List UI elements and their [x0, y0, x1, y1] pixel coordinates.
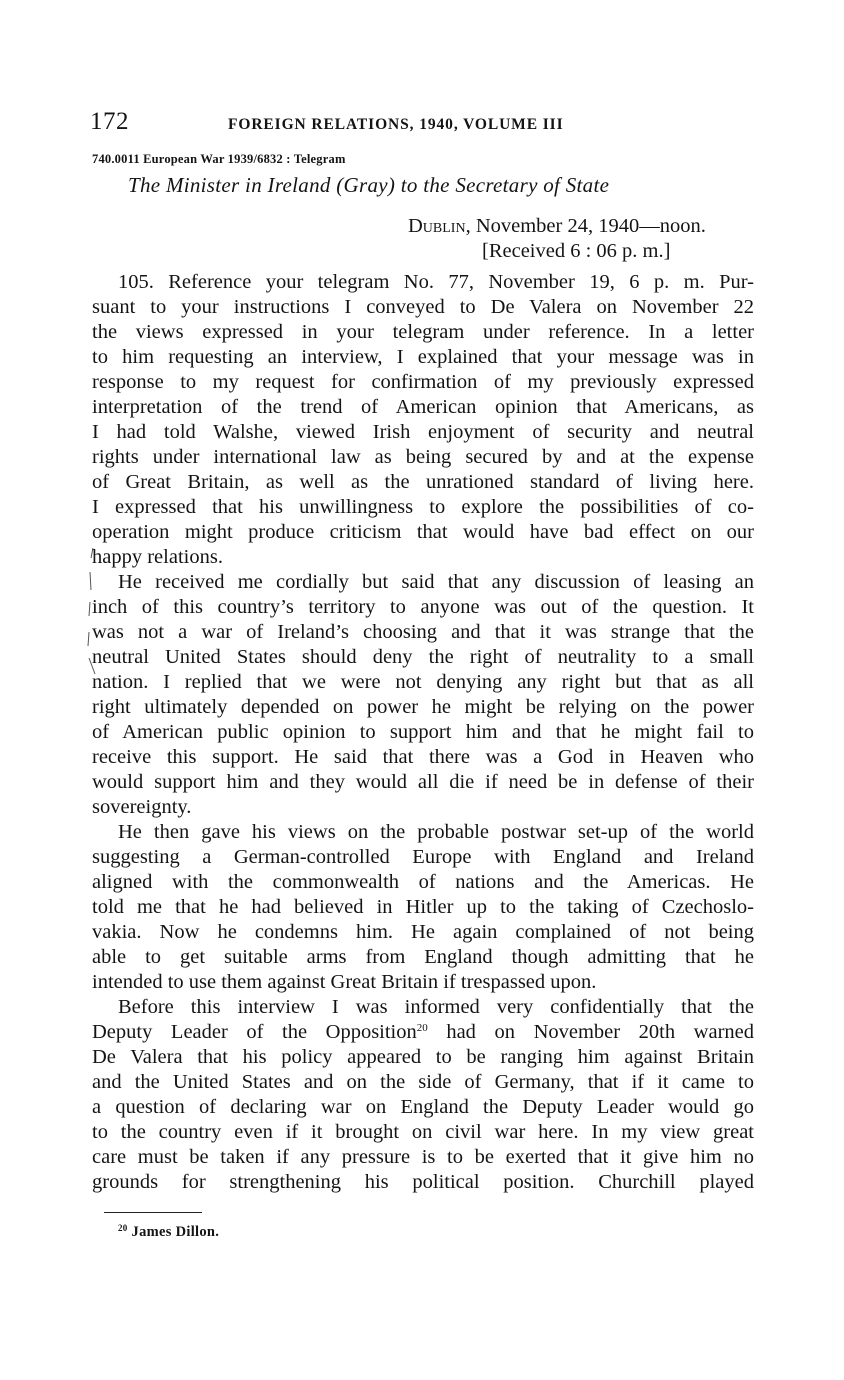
text-line: Before this interview I was informed very confidentially that the: [118, 996, 754, 1018]
text-line: I had told Walshe, viewed Irish enjoyment of security and neutral: [92, 421, 754, 443]
footnote-reference[interactable]: 20: [416, 1022, 428, 1034]
page-number: 172: [90, 108, 129, 135]
text-line: sovereignty.: [92, 796, 192, 818]
text-line: to him requesting an interview, I explained that your message was in: [92, 346, 754, 368]
paragraph-3: [92, 820, 754, 995]
text-line: would support him and they would all die if need be in defense of their: [92, 771, 754, 793]
text-line: De Valera that his policy appeared to be ranging him against Britain: [92, 1046, 754, 1068]
text-line: suant to your instructions I conveyed to De Valera on November 22: [92, 296, 754, 318]
text-line: of American public opinion to support him and that he might fail to: [92, 721, 754, 743]
text-line: and the United States and on the side of Germany, that if it came to: [92, 1071, 754, 1093]
running-head: FOREIGN RELATIONS, 1940, VOLUME III: [228, 116, 564, 133]
text-line: told me that he had believed in Hitler up to the taking of Czechoslo-: [92, 896, 754, 918]
text-line: able to get suitable arms from England though admitting that he: [92, 946, 754, 968]
dateline: [408, 215, 706, 238]
document-title: The Minister in Ireland (Gray) to the Secretary of State: [128, 173, 610, 197]
text-line: to the country even if it brought on civil war here. In my view great: [92, 1121, 754, 1143]
text-line: of Great Britain, as well as the unrationed standard of living here.: [92, 471, 754, 493]
text-line: vakia. Now he condemns him. He again complained of not being: [92, 921, 754, 943]
text-line: aligned with the commonwealth of nations and the Americas. He: [92, 871, 754, 893]
text-line: a question of declaring war on England the Deputy Leader would go: [92, 1096, 754, 1118]
text-line: 105. Reference your telegram No. 77, November 19, 6 p. m. Pur-: [118, 271, 754, 293]
paragraph-1: [92, 270, 754, 570]
text-line: right ultimately depended on power he might be relying on the power: [92, 696, 754, 718]
page-header: [90, 108, 770, 138]
paragraph-4: [92, 995, 754, 1195]
text-line: rights under international law as being secured by and at the expense: [92, 446, 754, 468]
text-line: care must be taken if any pressure is to be exerted that it give him no: [92, 1146, 754, 1168]
text-segment: Deputy Leader of the Opposition: [92, 1021, 417, 1043]
received-time: [Received 6 : 06 p. m.]: [482, 240, 671, 262]
footnote: [118, 1223, 219, 1241]
text-line: inch of this country’s territory to anyone was out of the question. It: [92, 596, 754, 618]
footnote-marker: 20: [118, 1223, 128, 1233]
text-line: nation. I replied that we were not denying any right but that as all: [92, 671, 754, 693]
text-line: operation might produce criticism that would have bad effect on our: [92, 521, 754, 543]
text-line: suggesting a German-controlled Europe with England and Ireland: [92, 846, 754, 868]
text-segment: had on November 20th warned: [427, 1021, 755, 1043]
text-line: I expressed that his unwillingness to explore the possibilities of co-: [92, 496, 754, 518]
text-line: grounds for strengthening his political position. Churchill played: [92, 1171, 754, 1193]
paragraph-2: [92, 570, 754, 820]
text-line: response to my request for confirmation of my previously expressed: [92, 371, 754, 393]
text-line: the views expressed in your telegram under reference. In a letter: [92, 321, 754, 343]
dateline-date: , November 24, 1940—noon.: [465, 215, 706, 237]
text-line: intended to use them against Great Britain if trespassed upon.: [92, 971, 597, 993]
footnote-text: James Dillon.: [127, 1224, 220, 1240]
dateline-city: Dublin: [408, 215, 466, 237]
text-line: neutral United States should deny the right of neutrality to a small: [92, 646, 754, 668]
text-line: happy relations.: [92, 546, 223, 568]
text-line: receive this support. He said that there was a God in Heaven who: [92, 746, 754, 768]
text-line: was not a war of Ireland’s choosing and that it was strange that the: [92, 621, 754, 643]
file-reference: 740.0011 European War 1939/6832 : Telegram: [92, 152, 346, 166]
footnote-divider: [104, 1212, 202, 1213]
text-line: He then gave his views on the probable postwar set-up of the world: [118, 821, 754, 843]
text-line-with-footnote: [92, 1020, 754, 1045]
text-line: interpretation of the trend of American opinion that Americans, as: [92, 396, 754, 418]
text-line: He received me cordially but said that any discussion of leasing an: [118, 571, 754, 593]
